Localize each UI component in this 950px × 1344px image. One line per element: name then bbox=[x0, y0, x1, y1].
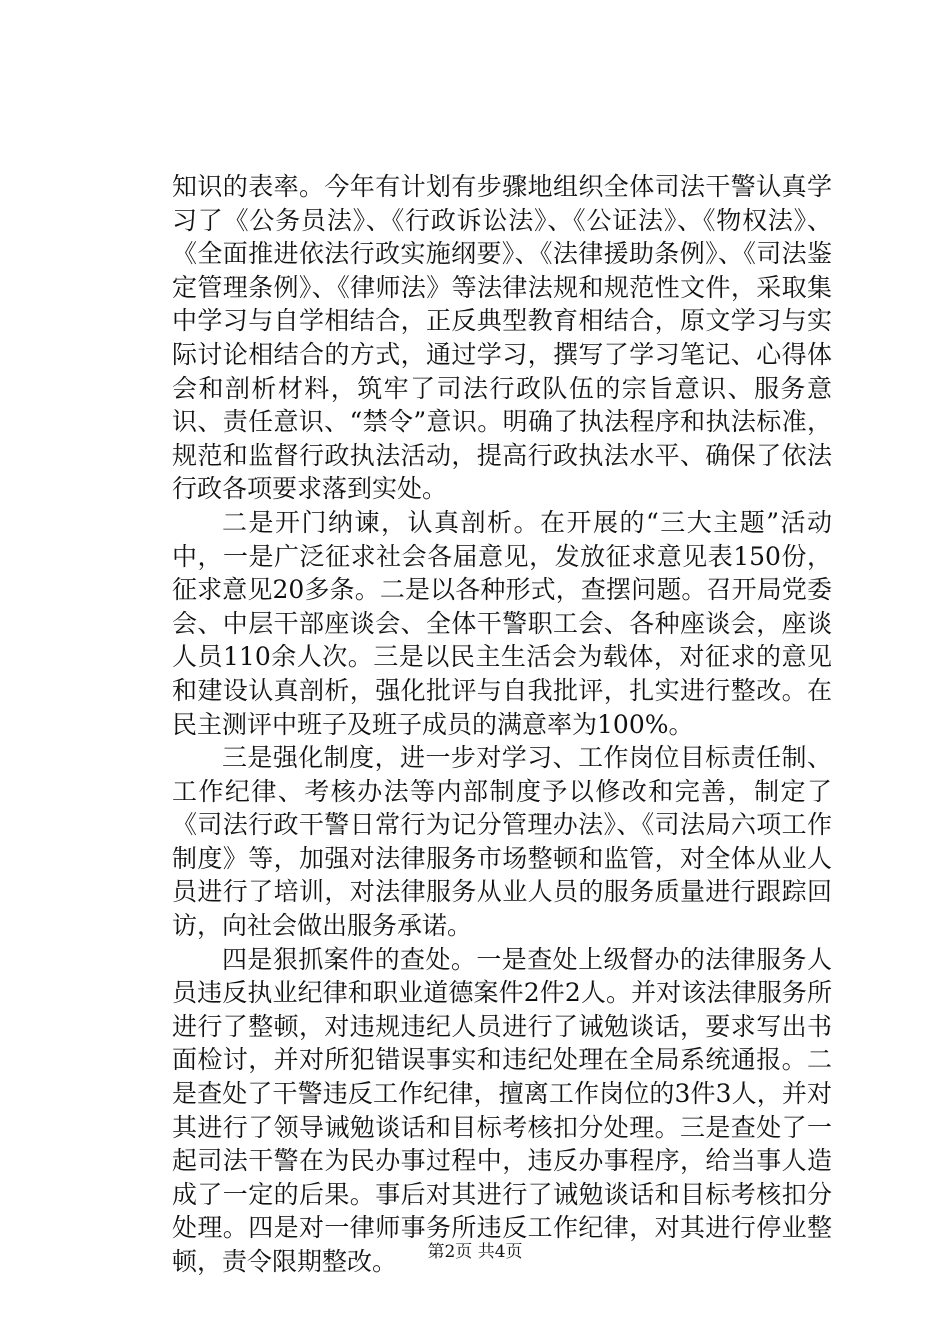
paragraph-case-handling: 四是狠抓案件的查处。一是查处上级督办的法律服务人员违反执业纪律和职业道德案件2件2人。并对该法律服务所进行了整顿，对违规违纪人员进行了诫勉谈话，要求写出书面检讨，并对所犯错误事实和违纪处理在全局系统通报。二是查处了干警违反工作纪律，擅离工作岗位的3件3人，并对其进行了领导诫勉谈话和目标考核扣分处理。三是查处了一起司法干警在为民办事过程中，违反办事程序，给当事人造成了一定的后果。事后对其进行了诫勉谈话和目标考核扣分处理。四是对一律师事务所违反工作纪律，对其进行停业整顿，责令限期整改。 bbox=[172, 944, 832, 1276]
document-body bbox=[172, 170, 832, 1279]
page-number-footer: 第2页 共4页 bbox=[427, 1242, 523, 1262]
paragraph-open-door: 二是开门纳谏，认真剖析。在开展的“三大主题”活动中，一是广泛征求社会各届意见，发放征求意见表150份，征求意见20多条。二是以各种形式，查摆问题。召开局党委会、中层干部座谈会、全体干警职工会、各种座谈会，座谈人员110余人次。三是以民主生活会为载体，对征求的意见和建设认真剖析，强化批评与自我批评，扎实进行整改。在民主测评中班子及班子成员的满意率为100%。 bbox=[172, 507, 832, 739]
paragraph-system-building: 三是强化制度，进一步对学习、工作岗位目标责任制、工作纪律、考核办法等内部制度予以修改和完善，制定了《司法行政干警日常行为记分管理办法》、《司法局六项工作制度》等，加强对法律服务市场整顿和监管，对全体从业人员进行了培训，对法律服务从业人员的服务质量进行跟踪回访，向社会做出服务承诺。 bbox=[172, 743, 832, 941]
paragraph-continued: 知识的表率。今年有计划有步骤地组织全体司法干警认真学习了《公务员法》、《行政诉讼法》、《公证法》、《物权法》、《全面推进依法行政实施纲要》、《法律援助条例》、《司法鉴定管理条例》、《律师法》等法律法规和规范性文件，采取集中学习与自学相结合，正反典型教育相结合，原文学习与实际讨论相结合的方式，通过学习，撰写了学习笔记、心得体会和剖析材料，筑牢了司法行政队伍的宗旨意识、服务意识、责任意识、“禁令”意识。明确了执法程序和执法标准，规范和监督行政执法活动，提高行政执法水平、确保了依法行政各项要求落到实处。 bbox=[172, 172, 832, 504]
